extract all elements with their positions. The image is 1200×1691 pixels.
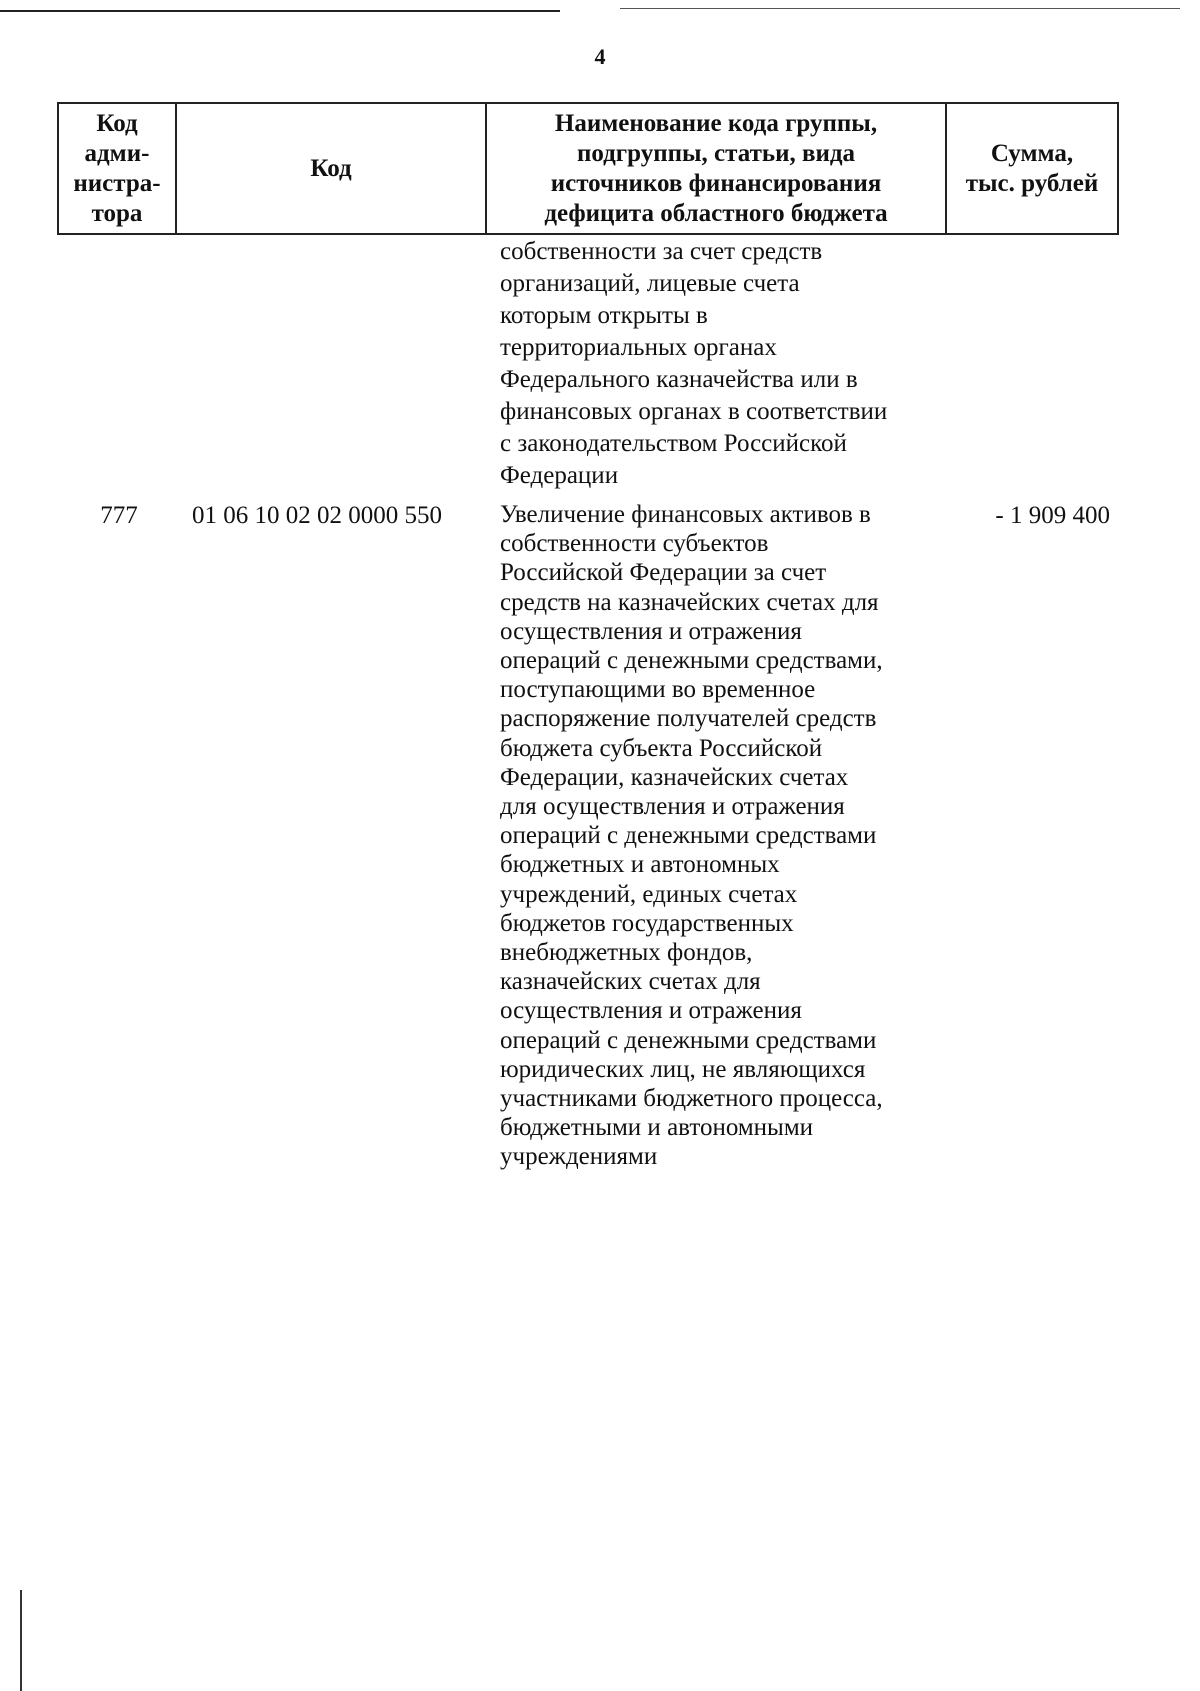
scan-edge-line	[20, 1590, 22, 1691]
header-admin-code: Код адми- нистра- тора	[59, 104, 177, 233]
row-admin-code: 777	[100, 502, 138, 529]
row-code: 01 06 10 02 02 0000 550	[192, 502, 442, 529]
header-code: Код	[177, 104, 487, 233]
scan-edge-line	[620, 8, 1180, 9]
header-name: Наименование кода группы, подгруппы, статьи, вида источников финансирования дефицита областного бюджета	[487, 104, 947, 233]
page-number: 4	[594, 44, 606, 69]
table-header	[57, 102, 1119, 235]
scan-edge-line	[0, 10, 560, 12]
row-description: Увеличение финансовых активов в собственности субъектов Российской Федерации за счет средств на казначейских счетах для осуществления и отражения операций с денежными средствами, поступающими во временное распоряжение получателей средств бюджета субъекта Российской Федерации, казначейских счетах для осуществления и отражения операций с денежными средствами бюджетных и автономных учреждений, единых счетах бюджетов государственных внебюджетных фондов, казначейских счетах для осуществления и отражения операций с денежными средствами юридических лиц, не являющихся участниками бюджетного процесса, бюджетными и автономными учреждениями	[500, 501, 883, 1171]
header-sum: Сумма, тыс. рублей	[965, 139, 1099, 197]
row-sum: - 1 909 400	[995, 502, 1110, 529]
continued-description: собственности за счет средств организаций, лицевые счета которым открыты в территориальных органах Федерального казначейства или в финансовых органах в соответствии с законодательством Российской Федерации	[500, 238, 888, 489]
